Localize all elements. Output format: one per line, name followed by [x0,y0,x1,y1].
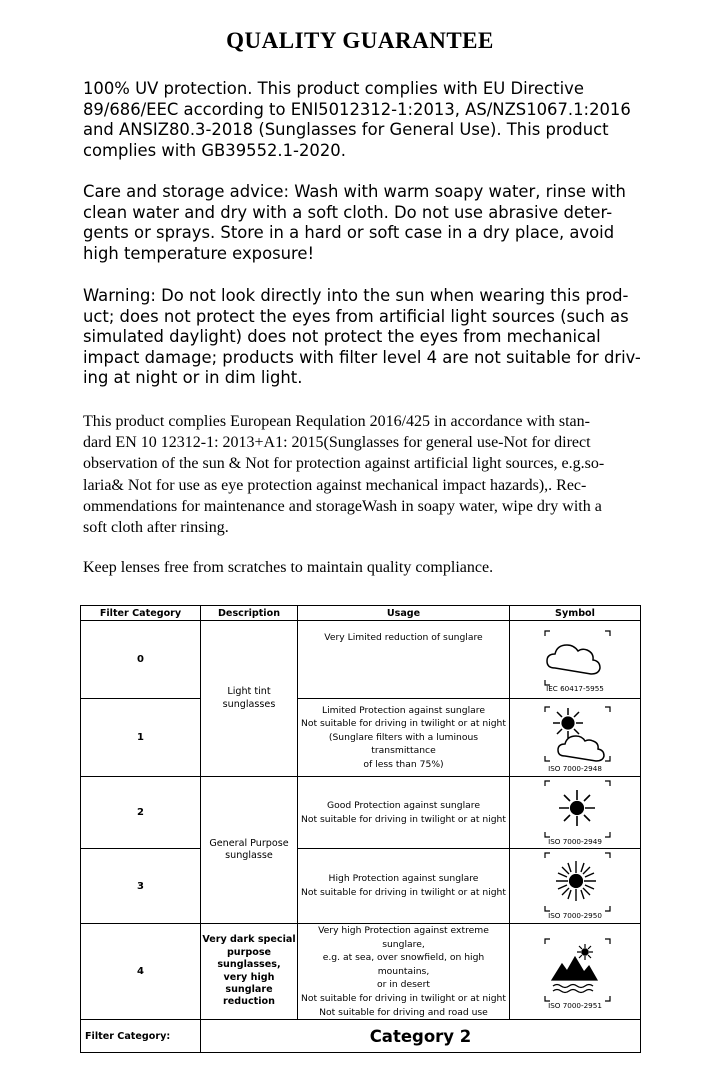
table-header-row [81,606,641,621]
care-advice-paragraph [83,182,643,264]
description-cell [201,777,298,924]
sun-behind-cloud-icon [515,702,635,774]
usage-cell [298,621,510,699]
symbol-code: ISO 7000-2951 [548,1000,602,1010]
description-line: sunglasse [225,850,273,861]
usage-line: Not suitable for driving in twilight or at night [300,813,506,825]
header-filter-category: Filter Category [81,606,201,621]
category-cell: 1 [81,699,201,777]
paragraph-line: complies with GB39552.1-2020. [83,140,346,160]
paragraph-line: high temperature exposure! [83,243,315,263]
paragraph-line: clean water and dry with a soft cloth. Do not use abrasive deter- [83,202,613,222]
paragraph-line: impact damage; products with filter level 4 are not suitable for driv- [83,347,641,367]
paragraph-line: laria& Not for use as eye protection against mechanical impact hazards),. Rec- [83,476,587,494]
table-row [81,777,641,849]
scratch-note-paragraph [83,557,643,578]
table-row [81,924,641,1020]
symbol-code: ISO 7000-2949 [548,836,602,846]
symbol-cell [510,849,641,924]
paragraph-line: simulated daylight) does not protect the eyes from mechanical [83,327,601,347]
description-cell [201,621,298,777]
usage-line: of less than 75%) [363,758,444,770]
description-line: Very dark special [202,934,296,946]
usage-cell [298,849,510,924]
table-footer-row [81,1020,641,1053]
usage-line: Not suitable for driving in twilight or at night [300,992,506,1004]
description-line: Light tint sunglasses [222,686,276,710]
filter-category-value: Category 2 [201,1020,641,1053]
strong-sun-icon [515,850,635,922]
usage-cell [298,924,510,1020]
description-cell [201,924,298,1020]
usage-line: Good Protection against sunglare [327,799,480,811]
usage-line: or in desert [377,979,430,991]
usage-line: Not suitable for driving and road use [319,1006,488,1018]
uv-protection-paragraph [83,79,643,161]
sun-over-mountains-and-sea-icon [515,932,635,1012]
paragraph-line: This product complies European Requlation 2016/425 in accordance with stan- [83,413,590,430]
usage-line: Not suitable for driving in twilight or at night [300,718,506,730]
paragraph-line: ommendations for maintenance and storageWash in soapy water, wipe dry with a [83,497,602,515]
description-line: reduction [223,996,275,1008]
description-line: General Purpose [209,837,289,849]
sun-icon [515,778,635,848]
regulation-paragraph [83,411,643,538]
category-cell: 3 [81,849,201,924]
header-usage: Usage [298,606,510,621]
usage-cell [298,777,510,849]
filter-category-table [80,605,641,1053]
table-row [81,699,641,777]
warning-paragraph [83,286,643,389]
paragraph-line: 100% UV protection. This product complies with EU Directive [83,79,584,98]
usage-line: Not suitable for driving in twilight or at night [300,887,506,898]
description-line: very high sunglare [223,971,275,995]
symbol-code: ISO 7000-2948 [548,763,602,773]
usage-line: Very Limited reduction of sunglare [324,632,483,643]
symbol-cell [510,621,641,699]
symbol-cell [510,924,641,1020]
paragraph-line: soft cloth after rinsing. [83,519,229,537]
usage-line: Very high Protection against extreme sunglare, [318,925,489,950]
cloud-icon [515,624,635,696]
category-cell: 4 [81,924,201,1020]
paragraph-line: gents or sprays. Store in a hard or soft case in a dry place, avoid [83,223,615,243]
category-cell: 2 [81,777,201,849]
header-description: Description [201,606,298,621]
paragraph-line: observation of the sun & Not for protection against artificial light sources, e.g.so- [83,455,605,473]
paragraph-line: uct; does not protect the eyes from artificial light sources (such as [83,306,629,326]
usage-cell [298,699,510,777]
table-row [81,621,641,699]
paragraph-line: dard EN 10 12312-1: 2013+A1: 2015(Sunglasses for general use-Not for direct [83,434,591,452]
filter-category-label: Filter Category: [81,1020,201,1053]
paragraph-line: Warning: Do not look directly into the sun when wearing this prod- [83,286,629,305]
paragraph-line: 89/686/EEC according to ENI5012312-1:2013, AS/NZS1067.1:2016 [83,99,631,119]
usage-line: Limited Protection against sunglare [321,704,486,716]
symbol-code: IEC 60417-5955 [546,683,604,693]
paragraph-line: Care and storage advice: Wash with warm soapy water, rinse with [83,182,626,201]
paragraph-line: Keep lenses free from scratches to maintain quality compliance. [83,559,494,576]
description-line: purpose sunglasses, [217,946,281,971]
usage-line: (Sunglare filters with a luminous transmittance [328,731,479,757]
category-cell: 0 [81,621,201,699]
symbol-cell [510,699,641,777]
symbol-code: ISO 7000-2950 [548,911,602,920]
usage-line: High Protection against sunglare [328,873,479,885]
page-title: QUALITY GUARANTEE [226,28,494,53]
symbol-cell [510,777,641,849]
paragraph-line: and ANSIZ80.3-2018 (Sunglasses for General Use). This product [83,120,609,140]
table-row [81,849,641,924]
usage-line: e.g. at sea, over snowfield, on high mountains, [322,952,485,977]
header-symbol: Symbol [510,606,641,621]
paragraph-line: ing at night or in dim light. [83,368,303,388]
